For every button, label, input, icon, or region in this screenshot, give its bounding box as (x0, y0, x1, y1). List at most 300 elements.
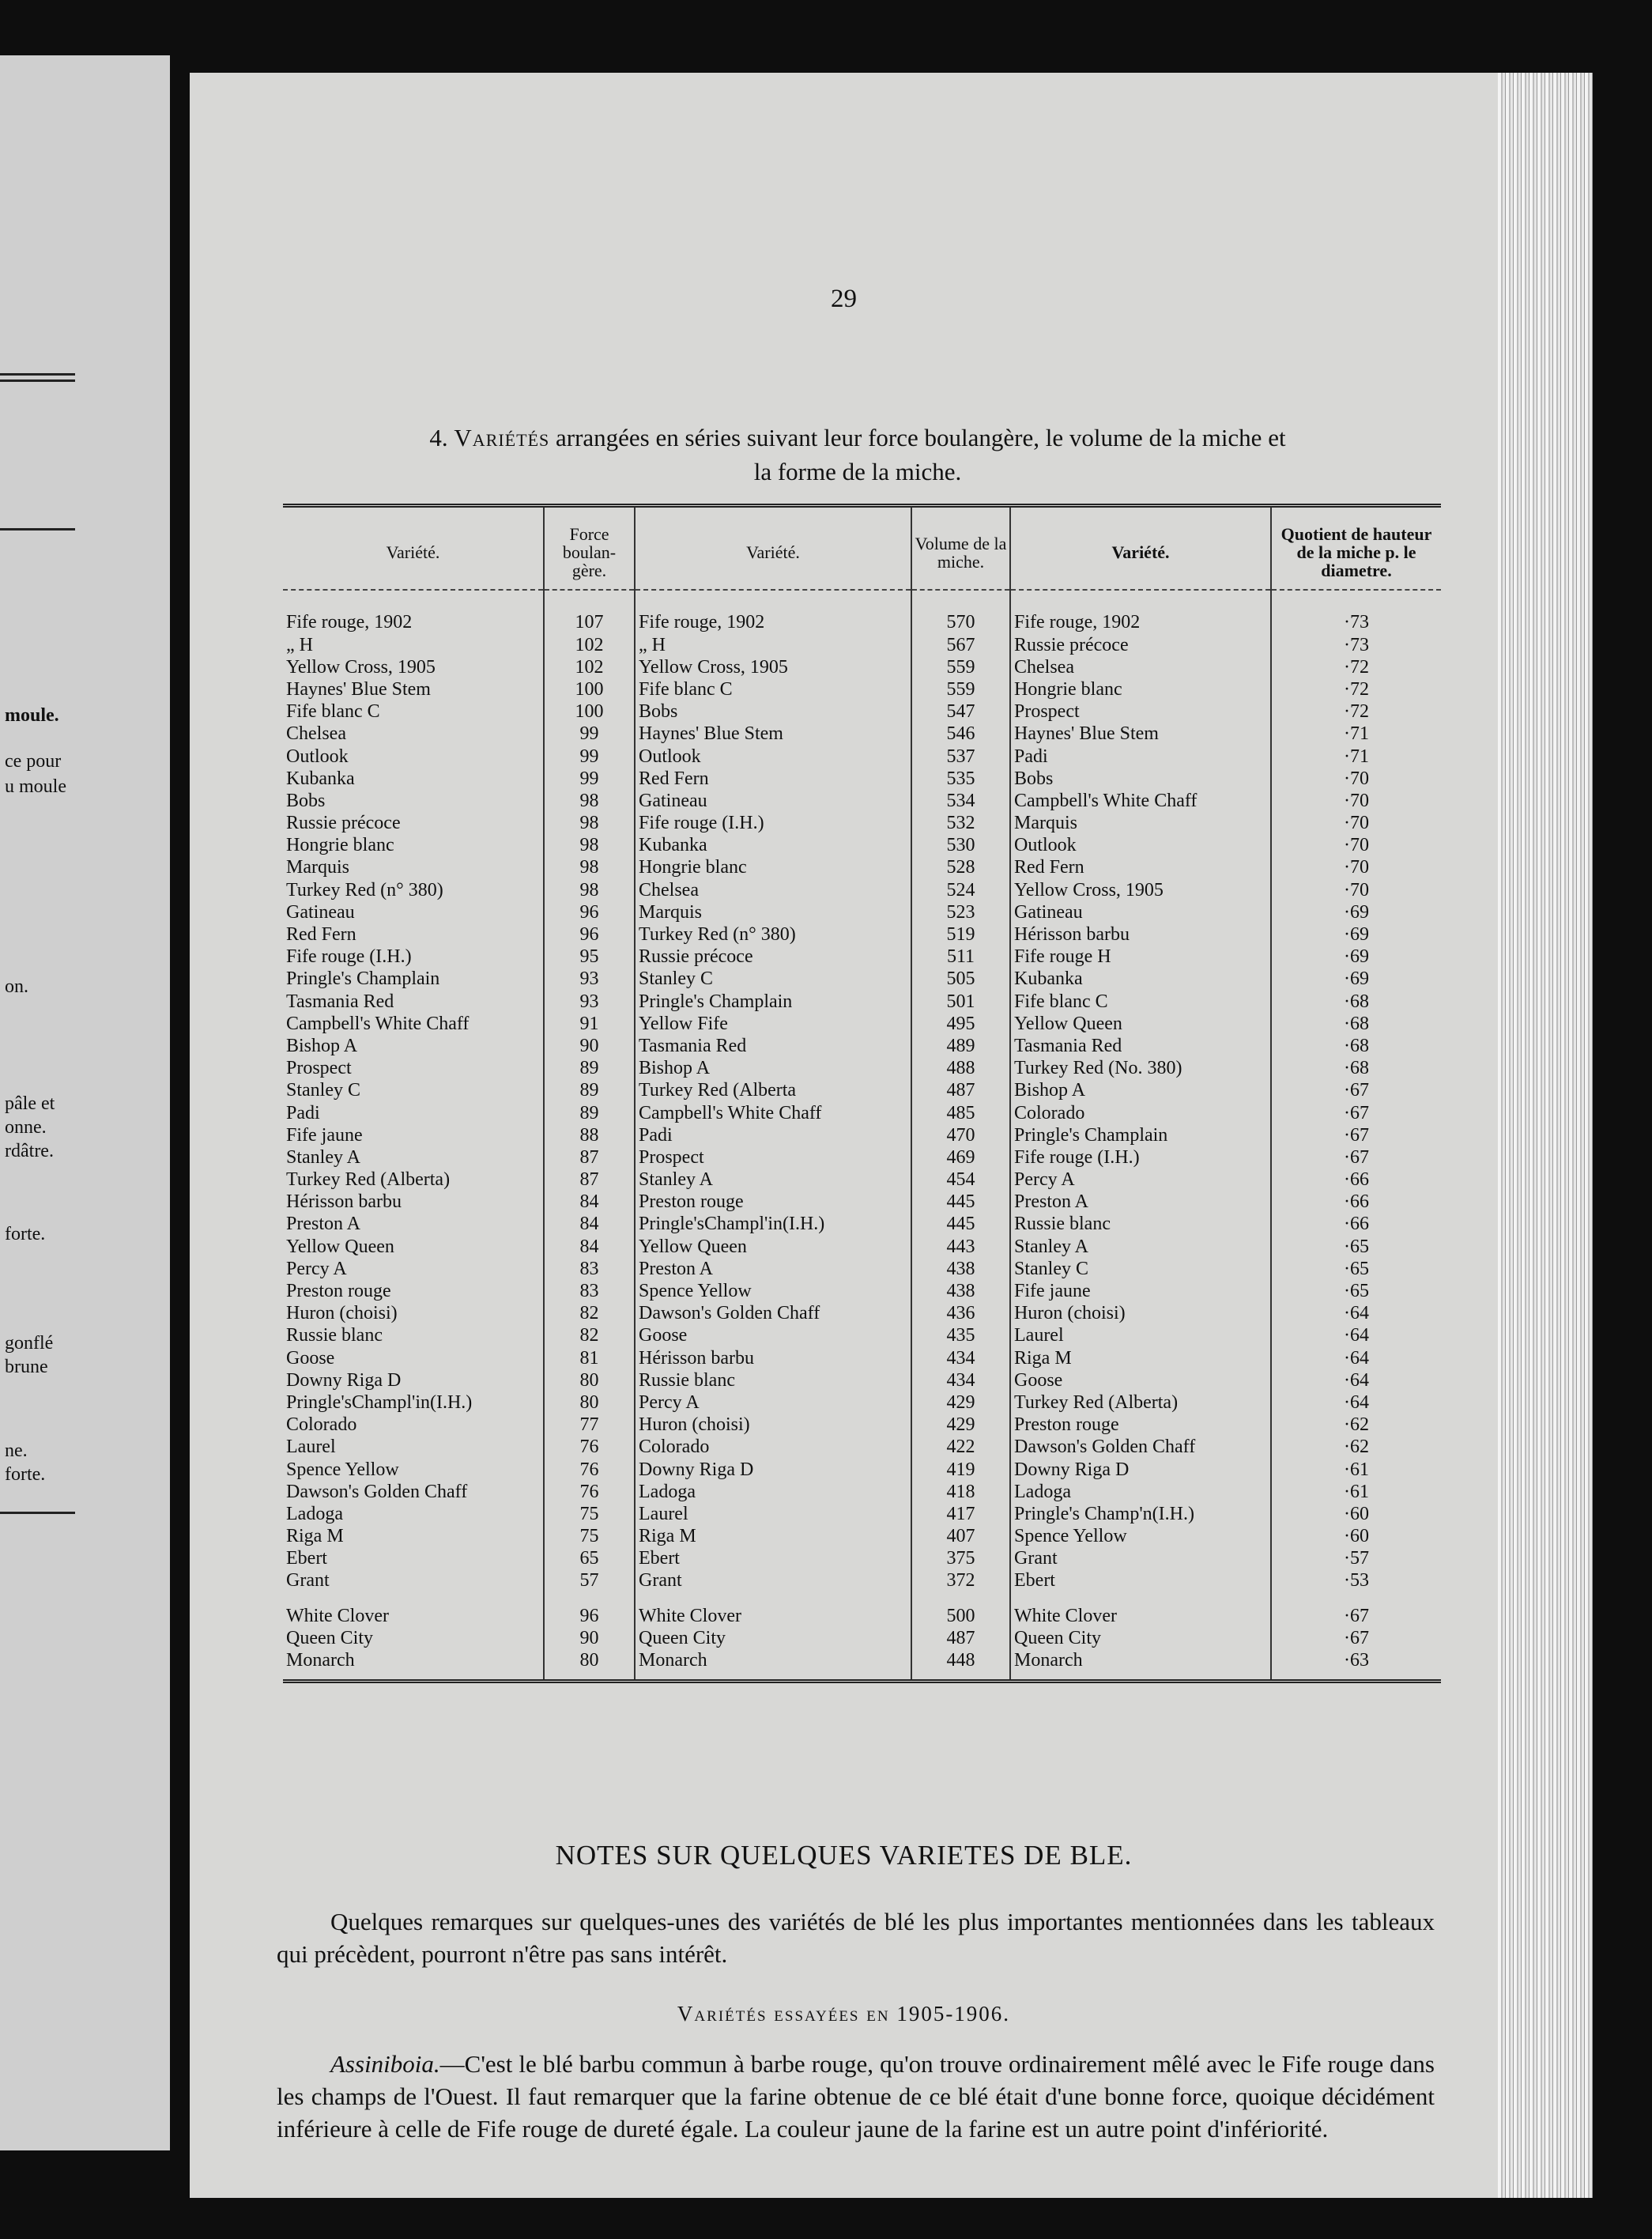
cell-quotient: ·64 (1344, 1347, 1369, 1369)
cell-variete-force: Riga M (283, 1525, 544, 1547)
cell-variete-quotient: Russie précoce (1010, 633, 1271, 655)
cell-variete-force: Spence Yellow (283, 1458, 544, 1480)
cell-quotient: ·57 (1344, 1548, 1369, 1569)
left-page-text: rdâtre. (5, 1141, 54, 1161)
cell-quotient: ·66 (1344, 1191, 1369, 1213)
heading-line1: arrangées en séries suivant leur force boulangère, le volume de la miche et (549, 424, 1286, 451)
cell-variete-quotient: Bobs (1010, 768, 1271, 790)
table-row (283, 745, 1441, 767)
table-row (283, 812, 1441, 834)
cell-variete-quotient: Fife rouge (I.H.) (1010, 1146, 1271, 1169)
cell-variete-quotient: Tasmania Red (1010, 1035, 1271, 1057)
cell-volume: 501 (911, 990, 1010, 1012)
cell-variete-volume: Fife rouge, 1902 (635, 590, 911, 633)
cell-volume: 534 (911, 790, 1010, 812)
table-row (283, 1035, 1441, 1057)
cell-volume: 570 (911, 590, 1010, 633)
cell-variete-force: Downy Riga D (283, 1369, 544, 1391)
cell-force: 82 (544, 1324, 635, 1346)
cell-volume: 505 (911, 968, 1010, 990)
cell-variete-volume: Stanley A (635, 1169, 911, 1191)
cell-quotient: ·69 (1344, 946, 1369, 968)
divider (0, 1512, 75, 1514)
cell-variete-volume: Yellow Fife (635, 1013, 911, 1035)
cell-variete-volume: Colorado (635, 1436, 911, 1458)
spacer-cell (544, 1592, 635, 1605)
left-page-text: brune (5, 1357, 48, 1377)
table-row (283, 1101, 1441, 1123)
cell-quotient: ·68 (1344, 991, 1369, 1012)
cell-volume: 495 (911, 1013, 1010, 1035)
cell-volume: 375 (911, 1547, 1010, 1569)
cell-variete-volume: Chelsea (635, 879, 911, 901)
cell-variete-quotient: Riga M (1010, 1346, 1271, 1369)
cell-variete-force: Queen City (283, 1627, 544, 1649)
cell-quotient: ·64 (1344, 1369, 1369, 1391)
page (190, 73, 1498, 2198)
cell-variete-force: Hérisson barbu (283, 1191, 544, 1213)
table-row (283, 946, 1441, 968)
cell-force: 89 (544, 1057, 635, 1079)
cell-variete-volume: Ebert (635, 1547, 911, 1569)
cell-variete-volume: Bishop A (635, 1057, 911, 1079)
cell-force: 75 (544, 1525, 635, 1547)
cell-variete-force: „ H (283, 633, 544, 655)
left-page-text: on. (5, 976, 28, 997)
spacer-cell (1010, 1592, 1271, 1605)
cell-variete-force: Yellow Cross, 1905 (283, 656, 544, 678)
cell-force: 98 (544, 834, 635, 856)
cell-force: 99 (544, 745, 635, 767)
cell-variete-volume: Goose (635, 1324, 911, 1346)
left-page-fragment (0, 55, 170, 2150)
cell-quotient: ·66 (1344, 1214, 1369, 1235)
cell-variete-volume: Outlook (635, 745, 911, 767)
cell-variete-force: Ebert (283, 1547, 544, 1569)
cell-variete-force: Percy A (283, 1258, 544, 1280)
col-header-variete-3: Variété. (1010, 506, 1271, 591)
cell-volume: 487 (911, 1079, 1010, 1101)
cell-variete-quotient: Queen City (1010, 1627, 1271, 1649)
cell-volume: 419 (911, 1458, 1010, 1480)
cell-quotient: ·65 (1344, 1236, 1369, 1257)
cell-variete-quotient: Pringle's Champ'n(I.H.) (1010, 1503, 1271, 1525)
assiniboia-text: —C'est le blé barbu commun à barbe rouge, qu'on trouve ordinairement mêlé avec le Fife rouge dans les champs de l'Ouest. Il faut remarquer que la farine obtenue de ce blé était d'une bonne force, quoique décidément inférieure à celle de Fife rouge de dureté égale. La couleur jaune de la farine est un autre point d'infériorité. (277, 2050, 1435, 2143)
cell-quotient: ·70 (1344, 813, 1369, 834)
cell-force: 102 (544, 633, 635, 655)
cell-variete-volume: Russie précoce (635, 946, 911, 968)
cell-force: 80 (544, 1649, 635, 1682)
cell-variete-volume: Preston rouge (635, 1191, 911, 1213)
cell-variete-quotient: Hongrie blanc (1010, 678, 1271, 700)
cell-variete-volume: Bobs (635, 700, 911, 723)
cell-variete-quotient: Goose (1010, 1369, 1271, 1391)
cell-variete-volume: Gatineau (635, 790, 911, 812)
cell-variete-force: Campbell's White Chaff (283, 1013, 544, 1035)
variety-name-lead: Assiniboia. (330, 2050, 440, 2078)
cell-force: 93 (544, 990, 635, 1012)
cell-force: 102 (544, 656, 635, 678)
cell-variete-quotient: Red Fern (1010, 856, 1271, 878)
cell-variete-volume: Red Fern (635, 768, 911, 790)
assiniboia-paragraph (277, 2048, 1435, 2145)
cell-volume: 454 (911, 1169, 1010, 1191)
cell-volume: 485 (911, 1101, 1010, 1123)
cell-volume: 523 (911, 901, 1010, 923)
cell-force: 88 (544, 1124, 635, 1146)
cell-variete-volume: „ H (635, 633, 911, 655)
cell-variete-force: Chelsea (283, 723, 544, 745)
cell-volume: 429 (911, 1391, 1010, 1414)
cell-variete-quotient: Kubanka (1010, 968, 1271, 990)
cell-variete-quotient: Pringle's Champlain (1010, 1124, 1271, 1146)
cell-variete-force: Stanley A (283, 1146, 544, 1169)
intro-paragraph: Quelques remarques sur quelques-unes des variétés de blé les plus importantes mentionnées dans les tableaux qui précèdent, pourront n'être pas sans intérêt. (277, 1908, 1435, 1968)
cell-force: 87 (544, 1169, 635, 1191)
cell-volume: 500 (911, 1605, 1010, 1627)
cell-quotient: ·67 (1344, 1080, 1369, 1101)
cell-force: 77 (544, 1414, 635, 1436)
table-row (283, 1302, 1441, 1324)
cell-variete-force: Preston A (283, 1213, 544, 1235)
cell-variete-force: White Clover (283, 1605, 544, 1627)
cell-quotient: ·68 (1344, 1035, 1369, 1056)
cell-quotient: ·60 (1344, 1503, 1369, 1524)
spacer-cell (283, 1592, 544, 1605)
cell-quotient: ·67 (1344, 1605, 1369, 1626)
cell-variete-force: Bishop A (283, 1035, 544, 1057)
page-number: 29 (831, 285, 857, 313)
spacer-cell (1271, 1592, 1441, 1605)
cell-variete-quotient: Yellow Cross, 1905 (1010, 879, 1271, 901)
cell-quotient: ·67 (1344, 1146, 1369, 1168)
cell-variete-quotient: Yellow Queen (1010, 1013, 1271, 1035)
cell-variete-quotient: Bishop A (1010, 1079, 1271, 1101)
cell-volume: 443 (911, 1236, 1010, 1258)
table-spacer-row (283, 1592, 1441, 1605)
cell-variete-force: Ladoga (283, 1503, 544, 1525)
cell-variete-force: Turkey Red (n° 380) (283, 879, 544, 901)
cell-variete-quotient: Hérisson barbu (1010, 923, 1271, 946)
cell-variete-volume: Prospect (635, 1146, 911, 1169)
cell-quotient: ·53 (1344, 1570, 1369, 1591)
cell-variete-quotient: Stanley C (1010, 1258, 1271, 1280)
cell-quotient: ·71 (1344, 746, 1369, 767)
cell-variete-volume: Campbell's White Chaff (635, 1101, 911, 1123)
cell-volume: 435 (911, 1324, 1010, 1346)
cell-quotient: ·65 (1344, 1258, 1369, 1279)
left-page-text: u moule (5, 776, 66, 797)
table-row (283, 1569, 1441, 1591)
cell-force: 83 (544, 1280, 635, 1302)
cell-volume: 532 (911, 812, 1010, 834)
table-row (283, 1169, 1441, 1191)
cell-variete-quotient: Turkey Red (No. 380) (1010, 1057, 1271, 1079)
cell-variete-volume: Huron (choisi) (635, 1414, 911, 1436)
cell-variete-volume: Downy Riga D (635, 1458, 911, 1480)
cell-volume: 528 (911, 856, 1010, 878)
cell-volume: 445 (911, 1191, 1010, 1213)
cell-volume: 547 (911, 700, 1010, 723)
cell-quotient: ·70 (1344, 835, 1369, 856)
cell-variete-volume: Pringle's Champlain (635, 990, 911, 1012)
cell-quotient: ·71 (1344, 723, 1369, 745)
cell-force: 76 (544, 1458, 635, 1480)
cell-variete-volume: Fife rouge (I.H.) (635, 812, 911, 834)
table-row (283, 1236, 1441, 1258)
cell-variete-volume: Turkey Red (Alberta (635, 1079, 911, 1101)
cell-volume: 519 (911, 923, 1010, 946)
table-row (283, 1324, 1441, 1346)
table-row (283, 590, 1441, 633)
page-edges (1498, 73, 1593, 2198)
table-row (283, 656, 1441, 678)
left-page-text: pâle et (5, 1093, 55, 1114)
cell-quotient: ·67 (1344, 1124, 1369, 1146)
cell-force: 80 (544, 1369, 635, 1391)
cell-force: 81 (544, 1346, 635, 1369)
cell-variete-quotient: Ebert (1010, 1569, 1271, 1591)
cell-variete-force: Fife rouge (I.H.) (283, 946, 544, 968)
cell-variete-volume: Yellow Queen (635, 1236, 911, 1258)
cell-force: 99 (544, 768, 635, 790)
cell-variete-quotient: Marquis (1010, 812, 1271, 834)
table-row (283, 901, 1441, 923)
cell-variete-volume: Tasmania Red (635, 1035, 911, 1057)
cell-variete-force: Russie précoce (283, 812, 544, 834)
cell-variete-force: Turkey Red (Alberta) (283, 1169, 544, 1191)
cell-quotient: ·63 (1271, 1649, 1441, 1682)
table-row (283, 1346, 1441, 1369)
cell-variete-quotient: Huron (choisi) (1010, 1302, 1271, 1324)
cell-quotient: ·64 (1344, 1391, 1369, 1413)
cell-force: 89 (544, 1079, 635, 1101)
cell-quotient: ·68 (1344, 1013, 1369, 1034)
cell-variete-force: Tasmania Red (283, 990, 544, 1012)
table-row (283, 1649, 1441, 1682)
table-row (283, 790, 1441, 812)
cell-quotient: ·67 (1344, 1627, 1369, 1648)
col-header-variete-1: Variété. (283, 506, 544, 591)
cell-variete-force: Fife rouge, 1902 (283, 590, 544, 633)
table-row (283, 856, 1441, 878)
cell-quotient: ·64 (1344, 1303, 1369, 1324)
table-row (283, 1391, 1441, 1414)
cell-variete-quotient: Preston A (1010, 1191, 1271, 1213)
cell-force: 80 (544, 1391, 635, 1414)
spacer-cell (635, 1592, 911, 1605)
cell-variete-quotient: Fife blanc C (1010, 990, 1271, 1012)
cell-quotient: ·73 (1344, 612, 1369, 633)
table-header-row (283, 506, 1441, 591)
cell-force: 75 (544, 1503, 635, 1525)
cell-volume: 535 (911, 768, 1010, 790)
cell-force: 76 (544, 1481, 635, 1503)
cell-volume: 567 (911, 633, 1010, 655)
cell-variete-force: Russie blanc (283, 1324, 544, 1346)
table-row (283, 923, 1441, 946)
table-row (283, 1079, 1441, 1101)
table-row (283, 1213, 1441, 1235)
table-row (283, 1547, 1441, 1569)
left-page-text: onne. (5, 1117, 47, 1138)
cell-volume: 559 (911, 656, 1010, 678)
cell-force: 99 (544, 723, 635, 745)
cell-variete-volume: Hongrie blanc (635, 856, 911, 878)
cell-variete-quotient: Prospect (1010, 700, 1271, 723)
section-subheading: Variétés essayées en 1905-1906. (677, 2002, 1011, 2026)
cell-volume: 438 (911, 1280, 1010, 1302)
cell-quotient: ·60 (1344, 1526, 1369, 1547)
cell-force: 65 (544, 1547, 635, 1569)
cell-force: 96 (544, 1605, 635, 1627)
cell-variete-volume: Russie blanc (635, 1369, 911, 1391)
cell-volume: 559 (911, 678, 1010, 700)
table-row (283, 633, 1441, 655)
cell-variete-volume: Preston A (635, 1258, 911, 1280)
cell-variete-quotient: Stanley A (1010, 1236, 1271, 1258)
cell-force: 96 (544, 923, 635, 946)
cell-variete-volume: Grant (635, 1569, 911, 1591)
cell-quotient: ·65 (1344, 1281, 1369, 1301)
cell-force: 89 (544, 1101, 635, 1123)
cell-variete-force: Fife blanc C (283, 700, 544, 723)
cell-variete-quotient: Russie blanc (1010, 1213, 1271, 1235)
cell-variete-quotient: Percy A (1010, 1169, 1271, 1191)
table-row (283, 1258, 1441, 1280)
cell-force: 76 (544, 1436, 635, 1458)
table-row (283, 1057, 1441, 1079)
cell-force: 57 (544, 1569, 635, 1591)
cell-variete-force: Huron (choisi) (283, 1302, 544, 1324)
cell-quotient: ·66 (1344, 1169, 1369, 1191)
cell-volume: 372 (911, 1569, 1010, 1591)
table-row (283, 968, 1441, 990)
divider (0, 379, 75, 382)
heading-line2: la forme de la miche. (753, 458, 962, 486)
cell-volume: 448 (911, 1649, 1010, 1682)
left-page-text: moule. (5, 705, 59, 726)
table-row (283, 990, 1441, 1012)
cell-quotient: ·61 (1344, 1481, 1369, 1502)
cell-variete-volume: Laurel (635, 1503, 911, 1525)
cell-variete-force: Pringle's Champlain (283, 968, 544, 990)
cell-variete-volume: Yellow Cross, 1905 (635, 656, 911, 678)
cell-variete-force: Kubanka (283, 768, 544, 790)
cell-force: 98 (544, 856, 635, 878)
table-row (283, 1414, 1441, 1436)
cell-volume: 530 (911, 834, 1010, 856)
cell-variete-volume: Ladoga (635, 1481, 911, 1503)
cell-volume: 417 (911, 1503, 1010, 1525)
cell-force: 98 (544, 790, 635, 812)
table-row (283, 1013, 1441, 1035)
cell-variete-force: Prospect (283, 1057, 544, 1079)
cell-volume: 418 (911, 1481, 1010, 1503)
heading-number: 4. (429, 424, 448, 451)
cell-variete-force: Red Fern (283, 923, 544, 946)
cell-variete-quotient: Laurel (1010, 1324, 1271, 1346)
cell-force: 100 (544, 700, 635, 723)
cell-variete-quotient: Fife jaune (1010, 1280, 1271, 1302)
cell-force: 107 (544, 590, 635, 633)
cell-variete-force: Laurel (283, 1436, 544, 1458)
cell-variete-quotient: Ladoga (1010, 1481, 1271, 1503)
cell-force: 84 (544, 1236, 635, 1258)
cell-variete-quotient: Haynes' Blue Stem (1010, 723, 1271, 745)
table-row (283, 678, 1441, 700)
cell-variete-quotient: Fife rouge H (1010, 946, 1271, 968)
cell-variete-volume: Haynes' Blue Stem (635, 723, 911, 745)
cell-force: 87 (544, 1146, 635, 1169)
cell-variete-quotient: Preston rouge (1010, 1414, 1271, 1436)
left-page-text: forte. (5, 1224, 46, 1244)
cell-force: 84 (544, 1213, 635, 1235)
cell-volume: 436 (911, 1302, 1010, 1324)
cell-volume: 438 (911, 1258, 1010, 1280)
table-row (283, 700, 1441, 723)
left-page-text: ne. (5, 1440, 28, 1461)
heading-smallcaps: Variétés (454, 424, 550, 451)
cell-force: 91 (544, 1013, 635, 1035)
table-row (283, 1481, 1441, 1503)
cell-volume: 434 (911, 1369, 1010, 1391)
table-row (283, 1605, 1441, 1627)
cell-force: 82 (544, 1302, 635, 1324)
cell-quotient: ·69 (1344, 901, 1369, 923)
cell-volume: 524 (911, 879, 1010, 901)
cell-variete-force: Grant (283, 1569, 544, 1591)
cell-variete-quotient: Turkey Red (Alberta) (1010, 1391, 1271, 1414)
cell-variete-volume: Turkey Red (n° 380) (635, 923, 911, 946)
table-row (283, 1436, 1441, 1458)
cell-variete-volume: Percy A (635, 1391, 911, 1414)
cell-volume: 488 (911, 1057, 1010, 1079)
cell-variete-force: Colorado (283, 1414, 544, 1436)
cell-variete-force: Gatineau (283, 901, 544, 923)
cell-variete-volume: White Clover (635, 1605, 911, 1627)
cell-variete-force: Goose (283, 1346, 544, 1369)
col-header-volume: Volume de la miche. (911, 506, 1010, 591)
cell-variete-volume: Dawson's Golden Chaff (635, 1302, 911, 1324)
cell-variete-volume: Kubanka (635, 834, 911, 856)
cell-force: 90 (544, 1035, 635, 1057)
table-row (283, 1146, 1441, 1169)
cell-volume: 422 (911, 1436, 1010, 1458)
cell-variete-quotient: Monarch (1010, 1649, 1271, 1682)
cell-force: 83 (544, 1258, 635, 1280)
cell-variete-volume: Pringle'sChampl'in(I.H.) (635, 1213, 911, 1235)
cell-variete-quotient: Spence Yellow (1010, 1525, 1271, 1547)
cell-volume: 487 (911, 1627, 1010, 1649)
cell-force: 96 (544, 901, 635, 923)
cell-variete-quotient: Grant (1010, 1547, 1271, 1569)
cell-variete-quotient: White Clover (1010, 1605, 1271, 1627)
cell-variete-quotient: Campbell's White Chaff (1010, 790, 1271, 812)
cell-quotient: ·62 (1344, 1437, 1369, 1458)
cell-volume: 511 (911, 946, 1010, 968)
cell-quotient: ·68 (1344, 1058, 1369, 1079)
cell-volume: 429 (911, 1414, 1010, 1436)
col-header-variete-2: Variété. (635, 506, 911, 591)
cell-volume: 445 (911, 1213, 1010, 1235)
table-row (283, 723, 1441, 745)
cell-volume: 537 (911, 745, 1010, 767)
cell-quotient: ·70 (1344, 879, 1369, 901)
cell-variete-volume: Monarch (635, 1649, 911, 1682)
cell-quotient: ·69 (1344, 924, 1369, 945)
table-row (283, 879, 1441, 901)
